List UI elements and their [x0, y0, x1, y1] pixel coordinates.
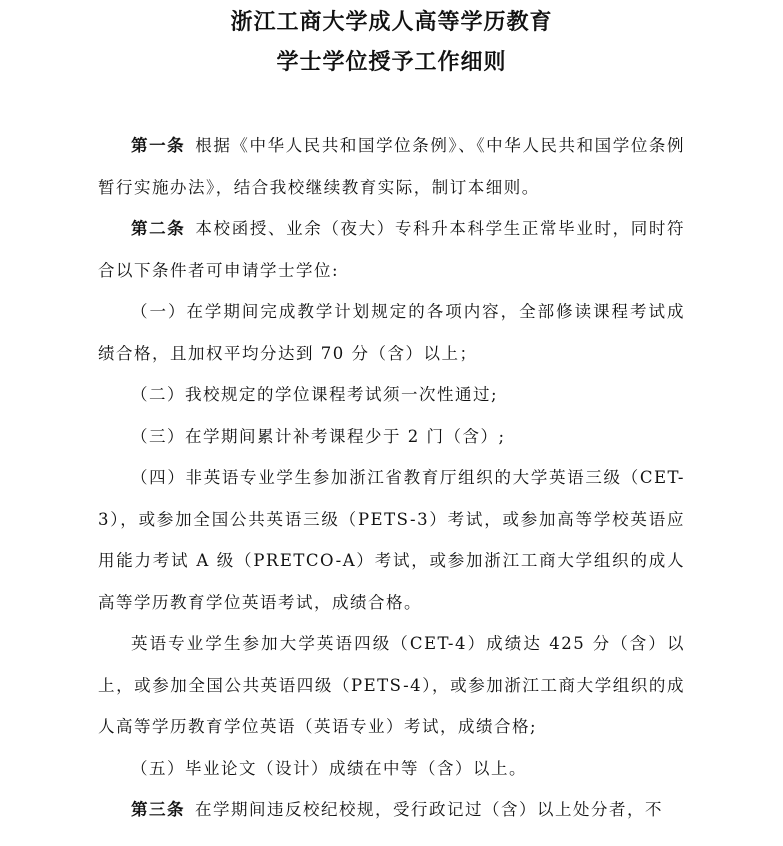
condition-item-5: （五）毕业论文（设计）成绩在中等（含）以上。: [131, 758, 527, 778]
document-body: [98, 125, 685, 831]
article-2-label: 第二条: [131, 219, 186, 238]
article-1: [98, 125, 685, 208]
article-3: [98, 789, 685, 831]
document-title-line2: 学士学位授予工作细则: [276, 50, 507, 75]
condition-item-4-english-major: 英语专业学生参加大学英语四级（CET-4）成绩达 425 分（含）以上，或参加全国公共英语四级（PETS-4），或参加浙江工商大学组织的成人高等学历教育学位英语（英语专业）考试，成绩合格;: [98, 634, 685, 736]
article-1-text: 根据《中华人民共和国学位条例》、《中华人民共和国学位条例暂行实施办法》，结合我校继续教育实际，制订本细则。: [98, 136, 685, 197]
article-2: [98, 208, 685, 291]
condition-item-1: （一）在学期间完成教学计划规定的各项内容，全部修读课程考试成绩合格，且加权平均分达到 70 分（含）以上；: [98, 302, 685, 363]
document-title-line1: 浙江工商大学成人高等学历教育: [230, 10, 553, 35]
article-1-label: 第一条: [131, 136, 186, 155]
article-3-label: 第三条: [131, 800, 185, 819]
condition-item-3: （三）在学期间累计补考课程少于 2 门（含）;: [131, 426, 506, 446]
article-2-text: 本校函授、业余（夜大）专科升本科学生正常毕业时，同时符合以下条件者可申请学士学位:: [98, 219, 686, 280]
article-3-text: 在学期间违反校纪校规，受行政记过（含）以上处分者，不: [195, 800, 663, 819]
condition-item-4: （四）非英语专业学生参加浙江省教育厅组织的大学英语三级（CET-3），或参加全国公共英语三级（PETS-3）考试，或参加高等学校英语应用能力考试 A 级（PRETCO-A）考试，或参加浙江工商大学组织的成人高等学历教育学位英语考试，成绩合格。: [98, 468, 685, 612]
condition-item-2: （二）我校规定的学位课程考试须一次性通过;: [131, 385, 499, 404]
